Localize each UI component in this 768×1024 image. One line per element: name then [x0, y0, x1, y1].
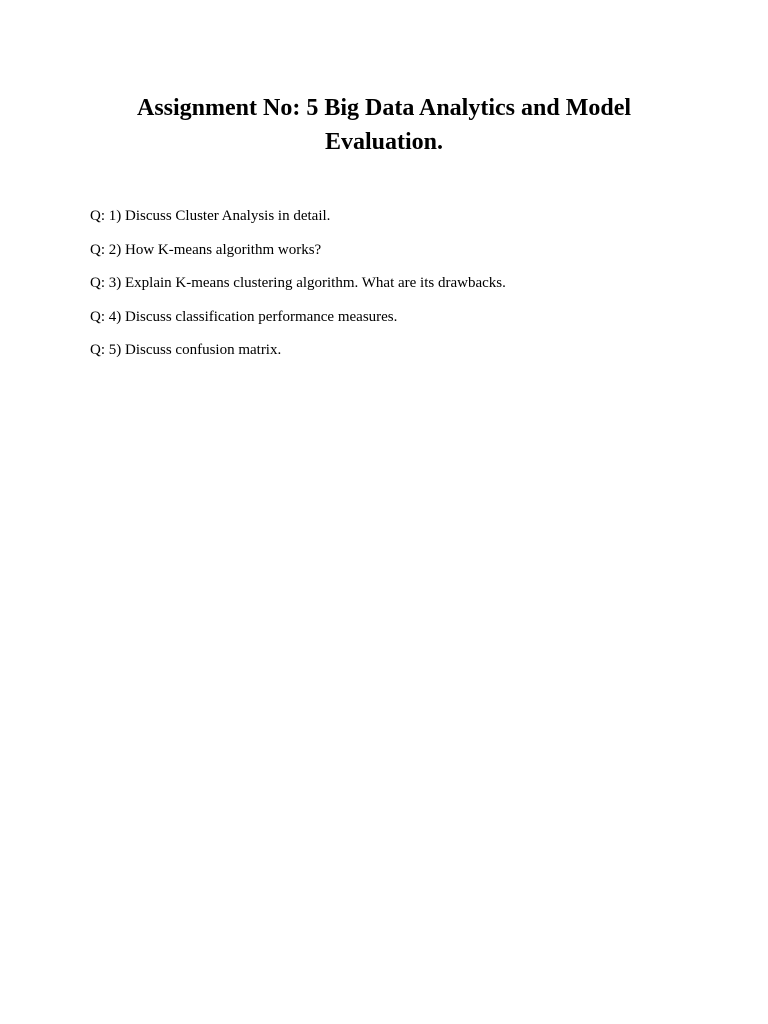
question-item: Q: 4) Discuss classification performance measures.	[90, 308, 398, 325]
question-list	[90, 206, 710, 374]
question-item: Q: 1) Discuss Cluster Analysis in detail.	[90, 208, 331, 224]
assignment-title: Assignment No: 5 Big Data Analytics and Model Evaluation.	[136, 95, 632, 155]
question-item: Q: 3) Explain K-means clustering algorithm. What are its drawbacks.	[90, 275, 506, 291]
question-item: Q: 2) How K-means algorithm works?	[90, 241, 322, 258]
question-item: Q: 5) Discuss confusion matrix.	[90, 342, 282, 358]
